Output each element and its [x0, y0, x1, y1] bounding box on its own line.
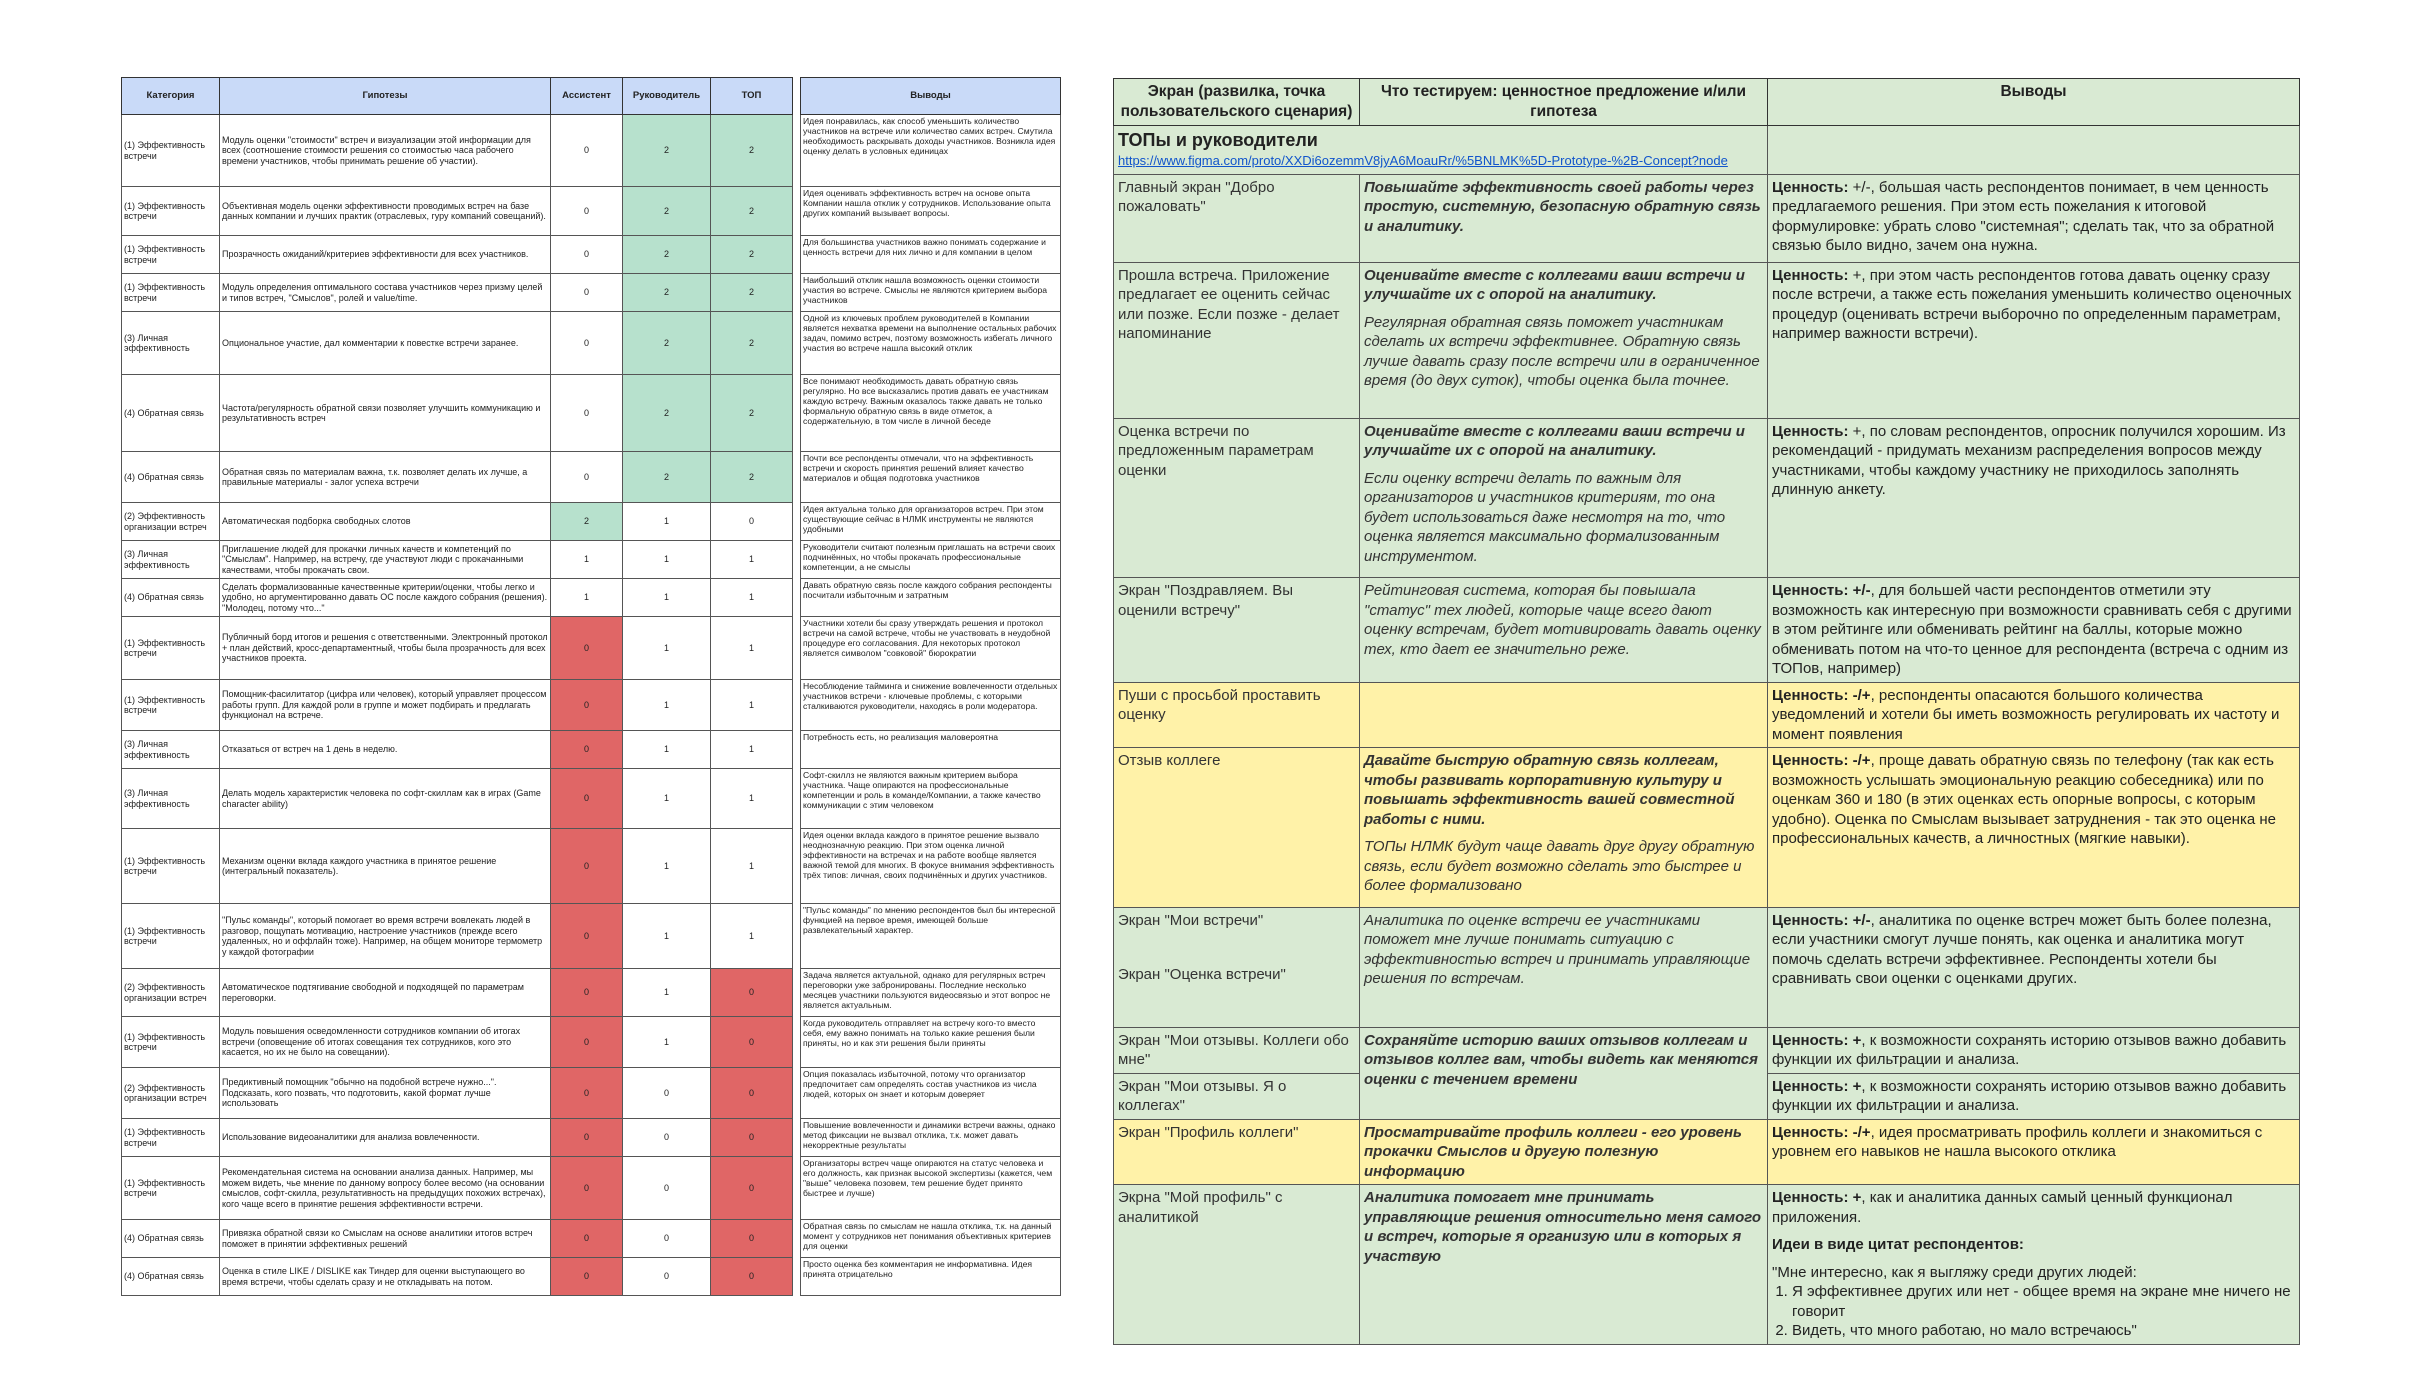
table-row [122, 187, 1061, 236]
category-cell: (3) Личная эффективность [122, 731, 220, 769]
assistant-score: 1 [551, 541, 623, 579]
hypothesis-cell: Модуль определения оптимального состава участников через призму целей и типов встреч, "Смыслов", ролей и value/time. [220, 274, 551, 312]
manager-score: 0 [623, 1258, 711, 1296]
screen-cell: Экран "Поздравляем. Вы оценили встречу" [1114, 578, 1360, 683]
gap-cell [793, 187, 801, 236]
hypothesis-text: Если оценку встречи делать по важным для организаторов и участников критериям, то она будет использоваться даже несмотря на то, что оценка является максимально формализованным инструментом. [1364, 469, 1726, 565]
table-row [122, 904, 1061, 969]
value-label: Ценность: -/+ [1772, 752, 1871, 769]
top-score: 2 [711, 452, 793, 503]
table-row [1114, 1119, 2300, 1185]
category-cell: (1) Эффективность встречи [122, 1119, 220, 1157]
screen-cell [1114, 907, 1360, 1027]
table-row [122, 680, 1061, 731]
hypothesis-cell: Автоматическая подборка свободных слотов [220, 503, 551, 541]
top-score: 0 [711, 1258, 793, 1296]
conclusion-cell: Участники хотели бы сразу утверждать решения и протокол встречи на самой встрече, чтобы не участвовать в неудобной процедуре его согласования. Для некоторых протокол является символом "совковой" бюрократии [801, 617, 1061, 680]
value-proposition: Сохраняйте историю ваших отзывов коллегам и отзывов коллег вам, чтобы видеть как меняются оценки с течением времени [1364, 1031, 1758, 1088]
ideas-title: Идеи в виде цитат респондентов: [1772, 1236, 2024, 1253]
conclusion-cell: Повышение вовлеченности и динамики встречи важны, однако метод фиксации не вызвал отклика, т.к. может давать некорректные результаты [801, 1119, 1061, 1157]
screen-cell: Главный экран "Добро пожаловать" [1114, 174, 1360, 262]
conclusion-cell: Наибольший отклик нашла возможность оценки стоимости участия во встрече. Смыслы не являются критерием выбора участников [801, 274, 1061, 312]
gap-cell [793, 579, 801, 617]
value-proposition: Повышайте эффективность своей работы через простую, системную, безопасную обратную связь и аналитику. [1364, 178, 1761, 235]
conclusion-cell [1768, 1185, 2300, 1345]
hypothesis-cell: Помощник-фасилитатор (цифра или человек), который управляет процессом работы групп. Для каждой роли в группе и может подбирать и предлагать функционал на встрече. [220, 680, 551, 731]
manager-score: 1 [623, 579, 711, 617]
assistant-score: 0 [551, 375, 623, 452]
top-score: 1 [711, 617, 793, 680]
conclusion-cell [1768, 682, 2300, 748]
assistant-score: 0 [551, 1119, 623, 1157]
category-cell: (4) Обратная связь [122, 579, 220, 617]
value-proposition: Аналитика помогает мне принимать управляющие решения относительно меня самого и встреч, которые я организую или в которых я участвую [1364, 1189, 1762, 1265]
section-row [1114, 126, 2300, 175]
hypothesis-cell [1360, 1185, 1768, 1345]
category-cell: (4) Обратная связь [122, 452, 220, 503]
table-row [122, 452, 1061, 503]
table-row [122, 115, 1061, 187]
gap-cell [793, 904, 801, 969]
table-row [122, 829, 1061, 904]
conclusion-cell: Софт-скиллз не являются важным критерием выбора участника. Чаще опираются на профессиональные компетенции и роль в команде/Компании, а также качество коммуникации с этим человеком [801, 769, 1061, 829]
gap-cell [793, 503, 801, 541]
category-cell: (3) Личная эффективность [122, 541, 220, 579]
manager-score: 2 [623, 187, 711, 236]
category-cell: (1) Эффективность встречи [122, 187, 220, 236]
hypotheses-priority-table [121, 77, 1061, 1296]
prototype-testing-table-wrap [1113, 78, 2299, 1345]
conclusion-cell [1768, 1073, 2300, 1119]
table-row [1114, 1185, 2300, 1345]
table-row [122, 375, 1061, 452]
value-proposition: Оценивайте вместе с коллегами ваши встречи и улучшайте их с опорой на аналитику. [1364, 422, 1745, 459]
conclusion-cell: Несоблюдение тайминга и снижение вовлеченности отдельных участников встречи - ключевые проблемы, с которыми сталкиваются руководители, находясь в роли модератора. [801, 680, 1061, 731]
conclusion-text: +, по словам респондентов, опросник получился хорошим. Из рекомендаций - придумать механизм распределения вопросов между участниками, чтобы каждому участнику не приходилось заполнять длинную анкету. [1772, 422, 2286, 498]
manager-score: 2 [623, 236, 711, 274]
conclusion-text: , идея просматривать профиль коллеги и знакомиться с уровнем его навыков не нашла высокого отклика [1772, 1123, 2263, 1160]
screen-cell: Оценка встречи по предложенным параметрам оценки [1114, 418, 1360, 578]
top-score: 1 [711, 680, 793, 731]
top-score: 1 [711, 829, 793, 904]
category-cell: (2) Эффективность организации встреч [122, 503, 220, 541]
top-score: 0 [711, 1068, 793, 1119]
gap-cell [793, 541, 801, 579]
gap-cell [793, 1220, 801, 1258]
conclusion-cell: Обратная связь по смыслам не нашла отклика, т.к. на данный момент у сотрудников нет понимания объективных критериев для оценки [801, 1220, 1061, 1258]
manager-score: 1 [623, 617, 711, 680]
hypothesis-cell [1360, 418, 1768, 578]
gap-cell [793, 1017, 801, 1068]
header-top: ТОП [711, 78, 793, 115]
assistant-score: 0 [551, 312, 623, 375]
screen-name-my-meetings: Экран "Мои встречи" [1118, 911, 1264, 929]
manager-score: 0 [623, 1119, 711, 1157]
value-label: Ценность: +/- [1772, 911, 1871, 929]
manager-score: 0 [623, 1220, 711, 1258]
value-label: Ценность: -/+ [1772, 686, 1871, 704]
table-row [122, 236, 1061, 274]
gap-cell [793, 115, 801, 187]
category-cell: (1) Эффективность встречи [122, 236, 220, 274]
assistant-score: 0 [551, 1068, 623, 1119]
category-cell: (4) Обратная связь [122, 1220, 220, 1258]
assistant-score: 0 [551, 236, 623, 274]
hypothesis-cell: Модуль оценки "стоимости" встреч и визуализации этой информации для всех (соотношение стоимости решения со стоимостью часа рабочего времени участников, чтобы принимать решение об участии). [220, 115, 551, 187]
header-gap [793, 78, 801, 115]
table-row [1114, 262, 2300, 418]
conclusion-text: , как и аналитика данных самый ценный функционал приложения. [1772, 1189, 2233, 1226]
list-item: 1. Я эффективнее других или нет - общее время на экране мне ничего не говорит [1792, 1282, 2295, 1321]
value-label: Ценность: [1772, 266, 1849, 284]
gap-cell [793, 617, 801, 680]
hypothesis-cell: Предиктивный помощник "обычно на подобной встрече нужно...". Подсказать, кого позвать, что подготовить, какой формат лучше использовать [220, 1068, 551, 1119]
header-right-conclusions: Выводы [1768, 79, 2300, 126]
top-score: 2 [711, 187, 793, 236]
gap-cell [793, 1258, 801, 1296]
table-row [122, 769, 1061, 829]
category-cell: (1) Эффективность встречи [122, 1017, 220, 1068]
header-conclusions: Выводы [801, 78, 1061, 115]
assistant-score: 0 [551, 1258, 623, 1296]
category-cell: (1) Эффективность встречи [122, 1157, 220, 1220]
assistant-score: 0 [551, 680, 623, 731]
conclusion-cell [1768, 174, 2300, 262]
conclusion-cell: Почти все респонденты отмечали, что на эффективность встречи и скорость принятия решений влияет качество материалов и общая подготовка участников [801, 452, 1061, 503]
hypothesis-cell: Прозрачность ожиданий/критериев эффективности для всех участников. [220, 236, 551, 274]
top-score: 0 [711, 1017, 793, 1068]
hypothesis-cell: Публичный борд итогов и решения с ответственными. Электронный протокол + план действий, кросс-департаментный, чтобы была прозрачность для всех участников проекта. [220, 617, 551, 680]
screen-cell: Отзыв коллеге [1114, 748, 1360, 908]
value-label: Ценность: +/- [1772, 582, 1871, 599]
gap-cell [793, 829, 801, 904]
manager-score: 1 [623, 680, 711, 731]
category-cell: (1) Эффективность встречи [122, 680, 220, 731]
hypothesis-cell: Использование видеоаналитики для анализа вовлеченности. [220, 1119, 551, 1157]
table-row [1114, 1027, 2300, 1073]
table-row [122, 1157, 1061, 1220]
gap-cell [793, 312, 801, 375]
table-row [122, 541, 1061, 579]
table-row [122, 503, 1061, 541]
table-row [1114, 748, 2300, 908]
manager-score: 0 [623, 1068, 711, 1119]
conclusion-text: , к возможности сохранять историю отзывов важно добавить функции их фильтрации и анализа. [1772, 1077, 2287, 1114]
conclusion-cell: Руководители считают полезным приглашать на встречи своих подчинённых, но чтобы прокачать профессиональные компетенции, а не смыслы [801, 541, 1061, 579]
conclusion-cell: Идея оценивать эффективность встреч на основе опыта Компании нашла отклик у сотрудников. Использование опыта других компаний вызывает вопросы. [801, 187, 1061, 236]
table-row [122, 969, 1061, 1017]
header-hypotheses: Гипотезы [220, 78, 551, 115]
conclusion-text: , проще давать обратную связь по телефону (так как есть возможность услышать эмоциональную реакцию собеседника) или по оценкам 360 и 180 (в этих оценках есть опорные вопросы, с которым удобно). Оценка по Смыслам вызывает затруднения - так это оценка не профессиональных качеств, а личностных (мягкие навыки). [1772, 752, 2276, 847]
left-header-row [122, 78, 1061, 115]
conclusion-text: +, при этом часть респондентов готова давать оценку сразу после встречи, а также есть пожелания уменьшить количество оценочных процедур (оценивать встречи выборочно по определенным параметрам, например важности встречи). [1772, 266, 2292, 342]
category-cell: (1) Эффективность встречи [122, 274, 220, 312]
category-cell: (3) Личная эффективность [122, 312, 220, 375]
screen-cell: Экран "Мои отзывы. Коллеги обо мне" [1114, 1027, 1360, 1073]
assistant-score: 0 [551, 452, 623, 503]
hypothesis-text: ТОПы НЛМК будут чаще давать друг другу обратную связь, если будет возможно сделать это быстрее и более формализовано [1364, 838, 1755, 894]
assistant-score: 0 [551, 904, 623, 969]
gap-cell [793, 1119, 801, 1157]
value-label: Ценность: [1772, 422, 1849, 440]
hypothesis-cell: Привязка обратной связи ко Смыслам на основе аналитики итогов встреч поможет в принятии эффективных решений [220, 1220, 551, 1258]
value-proposition: Оценивайте вместе с коллегами ваши встречи и улучшайте их с опорой на аналитику. [1364, 266, 1745, 303]
respondent-quote: "Мне интересно, как я выгляжу среди других людей: [1772, 1263, 2137, 1281]
hypothesis-cell: Автоматическое подтягивание свободной и подходящей по параметрам переговорки. [220, 969, 551, 1017]
category-cell: (2) Эффективность организации встреч [122, 969, 220, 1017]
conclusion-cell: Опция показалась избыточной, потому что организатор предпочитает сам определять состав участников из числа людей, которых он знает и которым доверяет [801, 1068, 1061, 1119]
top-score: 0 [711, 1119, 793, 1157]
hypothesis-cell [1360, 174, 1768, 262]
category-cell: (1) Эффективность встречи [122, 115, 220, 187]
list-item: 2. Видеть, что много работаю, но мало встречаюсь" [1792, 1321, 2295, 1341]
section-cell [1114, 126, 1768, 175]
category-cell: (2) Эффективность организации встреч [122, 1068, 220, 1119]
manager-score: 2 [623, 312, 711, 375]
screen-cell: Экран "Профиль коллеги" [1114, 1119, 1360, 1185]
hypothesis-cell [1360, 1027, 1768, 1119]
prototype-testing-table [1113, 78, 2300, 1345]
section-title: ТОПы и руководители [1118, 130, 1318, 150]
conclusion-cell [1768, 748, 2300, 908]
assistant-score: 0 [551, 969, 623, 1017]
conclusion-cell: Задача является актуальной, однако для регулярных встреч переговорки уже забронированы. Последние несколько месяцев участники пользуются видеосвязью и этот вопрос не является актуальным. [801, 969, 1061, 1017]
assistant-score: 0 [551, 829, 623, 904]
hypothesis-cell: Сделать формализованные качественные критерии/оценки, чтобы легко и удобно, но аргументированно давать ОС после каждого собрания (решения). "Молодец, потому что..." [220, 579, 551, 617]
header-category: Категория [122, 78, 220, 115]
table-row [1114, 682, 2300, 748]
conclusion-text: , для большей части респондентов отметили эту возможность как интересную при возможности сравнивать себя с другими в этом рейтинге или обменивать рейтинг на баллы, которые можно обменивать потом на что-то ценное для респондента (встреча с одним из ТОПов, например) [1772, 582, 2292, 677]
manager-score: 1 [623, 731, 711, 769]
table-row [1114, 174, 2300, 262]
table-row [122, 1017, 1061, 1068]
hypothesis-cell: Рекомендательная система на основании анализа данных. Например, мы можем видеть, чье мнение по данному вопросу более весомо (на основании смыслов, софт-скилла, результативность на предыдущих похожих встречах), кого чаще всего в принятие решения эффективности встречи. [220, 1157, 551, 1220]
hypothesis-cell: Опциональное участие, дал комментарии к повестке встречи заранее. [220, 312, 551, 375]
right-header-row [1114, 79, 2300, 126]
quote-list [1772, 1282, 2295, 1341]
assistant-score: 0 [551, 769, 623, 829]
gap-cell [793, 375, 801, 452]
conclusion-cell: "Пульс команды" по мнению респондентов был бы интересной функцией на первое время, имеющей больше развлекательный характер. [801, 904, 1061, 969]
table-row [1114, 907, 2300, 1027]
category-cell: (4) Обратная связь [122, 1258, 220, 1296]
screen-cell: Экран "Мои отзывы. Я о коллегах" [1114, 1073, 1360, 1119]
top-score: 1 [711, 769, 793, 829]
gap-cell [793, 731, 801, 769]
header-hypothesis: Что тестируем: ценностное предложение и/или гипотеза [1360, 79, 1768, 126]
table-row [122, 579, 1061, 617]
hypothesis-cell [1360, 682, 1768, 748]
category-cell: (1) Эффективность встречи [122, 829, 220, 904]
conclusion-cell: Просто оценка без комментария не информативна. Идея принята отрицательно [801, 1258, 1061, 1296]
category-cell: (4) Обратная связь [122, 375, 220, 452]
manager-score: 1 [623, 969, 711, 1017]
conclusion-cell: Давать обратную связь после каждого собрания респонденты посчитали избыточным и затратным [801, 579, 1061, 617]
conclusion-cell [1768, 907, 2300, 1027]
value-label: Ценность: + [1772, 1189, 1862, 1206]
conclusion-cell: Идея понравилась, как способ уменьшить количество участников на встрече или количество самих встреч. Смутила необходимость раскрывать доходы участников. Возникла идея оценку делать в условных единицах [801, 115, 1061, 187]
gap-cell [793, 680, 801, 731]
top-score: 1 [711, 904, 793, 969]
top-score: 1 [711, 731, 793, 769]
top-score: 0 [711, 969, 793, 1017]
conclusion-cell: Идея актуальна только для организаторов встреч. При этом существующие сейчас в НЛМК инструменты не являются удобными [801, 503, 1061, 541]
top-score: 1 [711, 541, 793, 579]
gap-cell [793, 452, 801, 503]
table-row [122, 1258, 1061, 1296]
screen-cell: Пуши с просьбой проставить оценку [1114, 682, 1360, 748]
conclusion-cell [1768, 418, 2300, 578]
category-cell: (1) Эффективность встречи [122, 904, 220, 969]
table-row [122, 731, 1061, 769]
table-row [1114, 418, 2300, 578]
hypothesis-cell: Модуль повышения осведомленности сотрудников компании об итогах встречи (оповещение об итогах совещания тех сотрудников, кого это касается, но их не было на совещании). [220, 1017, 551, 1068]
gap-cell [793, 274, 801, 312]
gap-cell [793, 1157, 801, 1220]
assistant-score: 0 [551, 1220, 623, 1258]
conclusion-cell: Идея оценки вклада каждого в принятое решение вызвало неоднозначную реакцию. При этом оценка личной эффективности на встречах и на работе вообще является важной темой для многих. В фокусе внимания эффективность трёх типов: личная, своих подчинённых и других участников. [801, 829, 1061, 904]
conclusion-text: , к возможности сохранять историю отзывов важно добавить функции их фильтрации и анализа. [1772, 1031, 2287, 1068]
header-assistant: Ассистент [551, 78, 623, 115]
manager-score: 2 [623, 375, 711, 452]
gap-cell [793, 1068, 801, 1119]
manager-score: 1 [623, 541, 711, 579]
hypothesis-cell: Приглашение людей для прокачки личных качеств и компетенций по "Смыслам". Например, на встречу, где участвуют люди с прокачанными качествами, чтобы прокачать свои. [220, 541, 551, 579]
category-cell: (1) Эффективность встречи [122, 617, 220, 680]
value-label: Ценность: + [1772, 1031, 1862, 1049]
hypothesis-cell: Рейтинговая система, которая бы повышала "статус" тех людей, которые чаще всего дают оценку встречам, будет мотивировать давать оценку тех, кто дает ее значительно реже. [1360, 578, 1768, 683]
value-label: Ценность: -/+ [1772, 1123, 1871, 1141]
category-cell: (3) Личная эффективность [122, 769, 220, 829]
manager-score: 2 [623, 115, 711, 187]
top-score: 0 [711, 1157, 793, 1220]
table-row [122, 312, 1061, 375]
figma-prototype-link[interactable]: https://www.figma.com/proto/XXDi6ozemmV8jyA6MoauRr/%5BNLMK%5D-Prototype-%2B-Concept?node [1118, 153, 1728, 168]
screen-cell: Экрна "Мой профиль" с аналитикой [1114, 1185, 1360, 1345]
hypothesis-cell: Делать модель характеристик человека по софт-скиллам как в играх (Game character ability) [220, 769, 551, 829]
hypotheses-priority-table-wrap [121, 77, 1060, 1296]
conclusion-text: , респонденты опасаются большого количества уведомлений и хотели бы иметь возможность регулировать их частоту и момент появления [1772, 686, 2280, 743]
manager-score: 1 [623, 904, 711, 969]
value-label: Ценность: + [1772, 1077, 1862, 1095]
top-score: 2 [711, 312, 793, 375]
hypothesis-cell: Частота/регулярность обратной связи позволяет улучшить коммуникацию и результативность встреч [220, 375, 551, 452]
hypothesis-cell: Объективная модель оценки эффективности проводимых встреч на базе данных компании и лучших практик (отраслевых, гуру компаний совещаний). [220, 187, 551, 236]
screen-name-meeting-rating: Экран "Оценка встречи" [1118, 965, 1286, 983]
conclusion-cell [1768, 578, 2300, 683]
assistant-score: 0 [551, 115, 623, 187]
top-score: 2 [711, 274, 793, 312]
top-score: 2 [711, 236, 793, 274]
top-score: 2 [711, 375, 793, 452]
conclusion-cell: Одной из ключевых проблем руководителей в Компании является нехватка времени на выполнение остальных рабочих задач, помимо встреч, поэтому возможность избегать личного участия во встрече нашла высокий отклик [801, 312, 1061, 375]
value-proposition: Давайте быструю обратную связь коллегам, чтобы развивать корпоративную культуру и повышать эффективность вашей совместной работы с ними. [1364, 752, 1735, 828]
gap-cell [793, 969, 801, 1017]
top-score: 0 [711, 1220, 793, 1258]
manager-score: 1 [623, 769, 711, 829]
table-row [122, 1068, 1061, 1119]
conclusion-text: +/-, большая часть респондентов понимает, в чем ценность предлагаемого решения. При этом есть пожелания к итоговой формулировке: убрать слово "системная"; сделать так, что за обратной связью было видно, зачем она нужна. [1772, 178, 2275, 254]
hypothesis-text: Регулярная обратная связь поможет участникам сделать их встречи эффективнее. Обратную связь лучше давать сразу после встречи или в ограниченное время (до двух суток), чтобы оценка была точнее. [1364, 313, 1760, 389]
hypothesis-cell [1360, 1119, 1768, 1185]
hypothesis-cell: Отказаться от встреч на 1 день в неделю. [220, 731, 551, 769]
header-screen: Экран (развилка, точка пользовательского сценария) [1114, 79, 1360, 126]
top-score: 0 [711, 503, 793, 541]
hypothesis-cell: Механизм оценки вклада каждого участника в принятое решение (интегральный показатель). [220, 829, 551, 904]
table-row [122, 617, 1061, 680]
table-row [122, 1220, 1061, 1258]
top-score: 2 [711, 115, 793, 187]
conclusion-cell: Организаторы встреч чаще опираются на статус человека и его должность, как признак высокой экспертизы (кажется, чем "выше" человека позовем, тем решение будет принято быстрее и лучше) [801, 1157, 1061, 1220]
conclusion-cell: Все понимают необходимость давать обратную связь регулярно. Но все высказались против давать ее участникам каждую встречу. Важным оказалось также давать не только формальную обратную связь в виде отметок, а содержательную, в том числе в личной беседе [801, 375, 1061, 452]
gap-cell [793, 769, 801, 829]
top-score: 1 [711, 579, 793, 617]
table-row [122, 1119, 1061, 1157]
conclusion-cell: Когда руководитель отправляет на встречу кого-то вместо себя, ему важно понимать на только какие решения были приняты, но и как эти решения были приняты [801, 1017, 1061, 1068]
conclusion-text: , аналитика по оценке встреч может быть более полезна, если участники смогут лучше понять, как оценка и аналитика могут помочь сделать встречи эффективнее. Респонденты хотели бы сравнивать свои оценки с оценками других. [1772, 911, 2272, 987]
hypothesis-cell: Обратная связь по материалам важна, т.к. позволяет делать их лучше, а правильные материалы - залог успеха встречи [220, 452, 551, 503]
header-manager: Руководитель [623, 78, 711, 115]
assistant-score: 0 [551, 731, 623, 769]
manager-score: 1 [623, 1017, 711, 1068]
conclusion-cell: Для большинства участников важно понимать содержание и ценность встречи для них лично и для компании в целом [801, 236, 1061, 274]
table-row [1114, 578, 2300, 683]
conclusion-cell: Потребность есть, но реализация маловероятна [801, 731, 1061, 769]
manager-score: 2 [623, 452, 711, 503]
hypothesis-cell [1360, 748, 1768, 908]
section-empty-cell [1768, 126, 2300, 175]
hypothesis-cell [1360, 262, 1768, 418]
hypothesis-cell: "Пульс команды", который помогает во время встречи вовлекать людей в разговор, пощупать мотивацию, настроение участников (прежде всего удаленных, но и оффлайн тоже). Например, на общем мониторе термометр у каждой фотографии [220, 904, 551, 969]
manager-score: 1 [623, 503, 711, 541]
manager-score: 2 [623, 274, 711, 312]
screen-cell: Прошла встреча. Приложение предлагает ее оценить сейчас или позже. Если позже - делает напоминание [1114, 262, 1360, 418]
assistant-score: 2 [551, 503, 623, 541]
gap-cell [793, 236, 801, 274]
assistant-score: 0 [551, 1017, 623, 1068]
conclusion-cell [1768, 1027, 2300, 1073]
assistant-score: 0 [551, 274, 623, 312]
manager-score: 1 [623, 829, 711, 904]
manager-score: 0 [623, 1157, 711, 1220]
table-row [122, 274, 1061, 312]
hypothesis-cell: Аналитика по оценке встречи ее участниками поможет мне лучше понимать ситуацию с эффективностью встреч и принимать управляющие решения по встречам. [1360, 907, 1768, 1027]
hypothesis-cell: Оценка в стиле LIKE / DISLIKE как Тиндер для оценки выступающего во время встречи, чтобы сделать сразу и не откладывать на потом. [220, 1258, 551, 1296]
value-proposition: Просматривайте профиль коллеги - его уровень прокачки Смыслов и другую полезную информацию [1364, 1123, 1742, 1180]
assistant-score: 0 [551, 187, 623, 236]
assistant-score: 1 [551, 579, 623, 617]
conclusion-cell [1768, 1119, 2300, 1185]
value-label: Ценность: [1772, 178, 1849, 196]
assistant-score: 0 [551, 1157, 623, 1220]
assistant-score: 0 [551, 617, 623, 680]
conclusion-cell [1768, 262, 2300, 418]
